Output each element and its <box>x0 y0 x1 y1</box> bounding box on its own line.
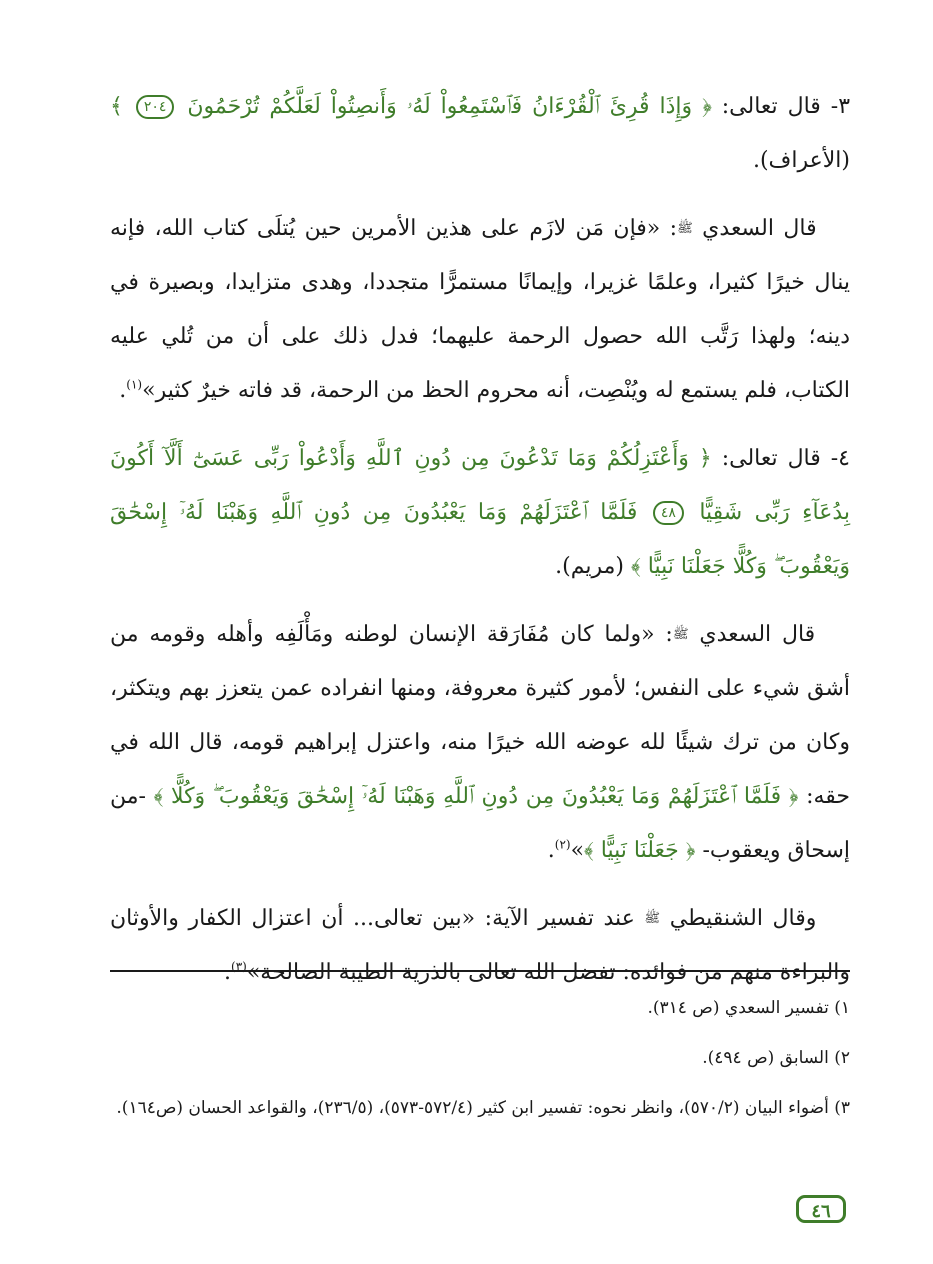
honorific-icon: ﷺ <box>672 627 689 642</box>
quran-bracket-close: ﴾ <box>153 784 164 809</box>
author-name: قال السعدي <box>702 216 817 241</box>
surah-name: (مريم). <box>555 554 625 579</box>
footnote-1: ١) تفسير السعدي (ص ٣١٤). <box>647 998 850 1018</box>
quran-verse: جَعَلْنَا نَبِيًّا <box>600 838 679 863</box>
page-number: ٤٦ <box>796 1195 846 1223</box>
quote-text: : «فإن مَن لازَم على هذين الأمرين حين يُتلَى كتاب الله، فإنه ينال خيرًا كثيرا، وعلمًا غزيرا، وإيمانًا مستمرًّا متجددا، وهدى متزايدا، وبصيرة في دينه؛ ولهذا رَتَّب الله حصول الرحمة عليهما؛ فدل ذلك على أن من تُلي عليه الكتاب، فلم يستمع له ويُنْصِت، أنه محروم الحظ من الرحمة، قد فاته خيرٌ كثير» <box>110 216 850 403</box>
footnote-ref: (٢) <box>554 837 571 852</box>
period: . <box>119 378 127 403</box>
author-name: قال السعدي <box>699 622 816 647</box>
quran-bracket-open: ﴿ <box>685 838 696 863</box>
paragraph-4 <box>110 608 850 878</box>
author-name: وقال الشنقيطي <box>669 906 817 931</box>
quote-text: : «ولما كان مُفَارَقة الإنسان لوطنه ومَأْلَفِه وأهله وقومه من أشق شيء على النفس؛ لأمور كثيرة معروفة، ومنها انفراده عمن يتعزز بهم ويتكثر، وكان من ترك شيئًا لله عوضه الله خيرًا منه، واعتزل إبراهيم قومه، قال الله في حقه: <box>110 622 851 809</box>
surah-name: (الأعراف). <box>752 148 850 173</box>
main-text <box>110 80 850 1014</box>
footnote-divider <box>110 970 850 972</box>
footnotes <box>110 990 850 1140</box>
quran-bracket-open: ﴿ <box>702 94 712 119</box>
inline-note: -من إسحاق ويعقوب- <box>110 784 850 863</box>
period: . <box>224 960 232 985</box>
quran-bracket-open: ﴿ <box>698 446 712 471</box>
footnote-ref: (٣) <box>231 959 247 974</box>
ayah-number: ٤٨ <box>653 501 684 525</box>
quran-bracket-close: ﴾ <box>110 94 123 119</box>
period: . <box>547 838 555 863</box>
quran-verse: وَإِذَا قُرِئَ ٱلْقُرْءَانُ فَٱسْتَمِعُواْ لَهُۥ وَأَنصِتُواْ لَعَلَّكُمْ تُرْحَمُونَ <box>187 94 693 119</box>
verse-intro: ٣- قال تعالى: <box>721 94 851 119</box>
footnote-3: ٣) أضواء البيان (٥٧٠/٢)، وانظر نحوه: تفسير ابن كثير (٥٧٢/٤-٥٧٣)، (٢٣٦/٥)، والقواعد الحسان (ص١٦٤). <box>116 1098 850 1118</box>
ayah-number: ٢٠٤ <box>136 95 175 119</box>
paragraph-1 <box>110 80 850 188</box>
quran-bracket-close: ﴾ <box>584 838 594 863</box>
quote-end: » <box>570 838 585 863</box>
verse-intro: ٤- قال تعالى: <box>721 446 850 471</box>
paragraph-3 <box>110 432 850 594</box>
paragraph-5 <box>110 892 850 1000</box>
quran-bracket-close: ﴾ <box>631 554 641 579</box>
paragraph-2 <box>110 202 850 418</box>
quran-bracket-open: ﴿ <box>788 784 799 809</box>
footnote-ref: (١) <box>126 377 143 392</box>
quran-verse: فَلَمَّا ٱعْتَزَلَهُمْ وَمَا يَعْبُدُونَ مِن دُونِ ٱللَّهِ وَهَبْنَا لَهُۥٓ إِسْحَٰقَ وَيَعْقُوبَ ۖ وَكُلًّا <box>170 784 782 809</box>
quran-verse: وَأَعْتَزِلُكُمْ وَمَا تَدْعُونَ مِن دُونِ ٱللَّهِ وَأَدْعُواْ رَبِّى عَسَىٰٓ أَلَّآ أَكُونَ بِدُعَآءِ رَبِّى شَقِيًّا <box>110 446 850 525</box>
footnote-2: ٢) السابق (ص ٤٩٤). <box>702 1048 850 1068</box>
quote-text: عند تفسير الآية: «بين تعالى... أن اعتزال الكفار والأوثان والبراءة منهم من فوائده: تفضل الله تعالى بالذرية الطيبة الصالحة» <box>110 906 850 985</box>
honorific-icon: ﷺ <box>677 221 693 236</box>
quran-verse-continued: فَلَمَّا ٱعْتَزَلَهُمْ وَمَا يَعْبُدُونَ مِن دُونِ ٱللَّهِ وَهَبْنَا لَهُۥٓ إِسْحَٰقَ وَيَعْقُوبَ ۖ وَكُلًّا جَعَلْنَا نَبِيًّا <box>110 500 850 579</box>
honorific-icon: ﷺ <box>644 911 661 926</box>
